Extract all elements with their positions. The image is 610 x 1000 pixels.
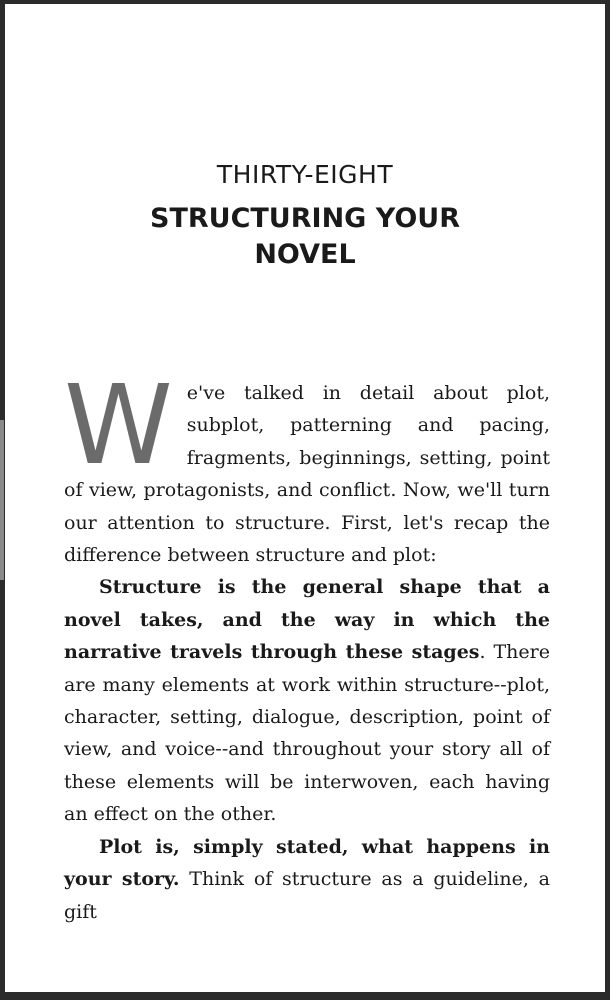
paragraph-2 xyxy=(64,571,550,830)
paragraph-1 xyxy=(64,361,550,571)
paragraph-3-bold: Plot is, simply stated, what happens in your story. xyxy=(64,835,550,891)
paragraph-3 xyxy=(64,831,550,928)
paragraph-1-text: e've talked in detail about plot, subplot, patterning and pacing, fragments, beginnings, setting, point of view, protagonists, and conflict. Now, we'll turn our attention to structure. First, let's recap the difference between structure and plot: xyxy=(64,382,550,567)
paragraph-2-text: . There are many elements at work within structure--plot, character, setting, dialogue, description, point of view, and voice--and throughout your story all of these elements will be interwoven, each having an effect on the other. xyxy=(64,641,550,826)
chapter-title: STRUCTURING YOUR NOVEL xyxy=(150,203,460,270)
paragraph-3-text: Think of structure as a guideline, a gift xyxy=(64,868,550,923)
frame-edge xyxy=(0,420,4,580)
chapter-number: THIRTY-EIGHT xyxy=(216,160,394,189)
drop-cap: W xyxy=(64,361,173,489)
body-text xyxy=(64,361,550,928)
paragraph-2-bold: Structure is the general shape that a novel takes, and the way in which the narrative travels through these stages xyxy=(64,576,550,664)
book-page[interactable] xyxy=(5,4,605,992)
